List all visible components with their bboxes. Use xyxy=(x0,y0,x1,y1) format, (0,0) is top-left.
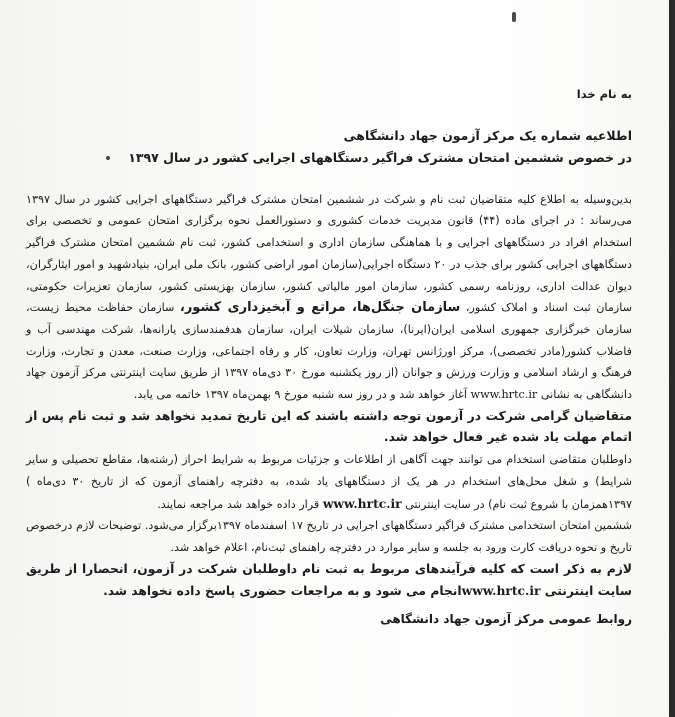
paragraph-booklet-info xyxy=(26,449,632,515)
paragraph-registration-part1: بدین‌وسیله به اطلاع کلیه متقاضیان ثبت نام و شرکت در ششمین امتحان مشترک فراگیر دستگاههای اجرایی کشور در سال ۱۳۹۷ می‌رساند : در اجرای ماده (۴۴) قانون مدیریت خدمات کشوری و دستورالعمل نحوه برگزاری امتحان عمومی و تخصصی برای استخدام افراد در دستگاههای اجرایی و با هماهنگی سازمان اداری و استخدامی کشور، ثبت نام ششمین امتحان مشترک فراگیر دستگاههای اجرایی کشور برای جذب در ۲۰ دستگاه اجرایی(سازمان امور اراضی کشور، بانک ملی ایران، بنیادشهید و امور ایثارگران، دیوان عدالت اداری، روزنامه رسمی کشور، سازمان امور مالیاتی کشور، سازمان بهزیستی کشور، سازمان تعزیرات حکومتی، سازمان ثبت اسناد و املاک کشور، xyxy=(26,192,633,315)
paragraph-registration xyxy=(26,189,632,406)
paragraph-registration-part3: آغاز خواهد شد و در روز سه شنبه مورخ ۹ بهمن‌ماه ۱۳۹۷ خاتمه می یابد. xyxy=(133,388,467,402)
website-link[interactable]: www.hrtc.ir xyxy=(470,388,538,402)
paragraph-online-part1: لازم به ذکر است که کلیه فرآیندهای مربوط به ثبت نام داوطلبان شرکت در آزمون، انحصارا از طریق سایت اینترنتی xyxy=(26,561,632,599)
paragraph-booklet-part2: قرار داده خواهد شد مراجعه نمایند. xyxy=(157,497,320,511)
paragraph-registration-part2: سازمان حفاظت محیط زیست، سازمان خبرگزاری جمهوری اسلامی ایران(ایرنا)، سازمان شیلات ایران، سازمان هدفمندسازی یارانه‌ها، شرکت مهندسی آب و فاضلاب کشور(مادر تخصصی)، مرکز اورژانس تهران، وزارت تعاون، کار و رفاه اجتماعی، وزارت صنعت، معدن و تجارت، وزارت فرهنگ و ارشاد اسلامی و وزارت ورزش و جوانان (از روز یکشنبه مورخ ۳۰ دی‌ماه ۱۳۹۷ از طریق سایت اینترنتی مرکز آزمون جهاد دانشگاهی به نشانی xyxy=(26,301,632,402)
announcement-document xyxy=(26,84,632,631)
paragraph-booklet-part1: داوطلبان متقاضی استخدام می توانند جهت آگاهی از اطلاعات و جزئیات مربوط به شرایط احراز (رشته‌ها، مقاطع تحصیلی و سایر شرایط) و شغل محل‌های استخدام در هر یک از دستگاههای یاد شده، به دفترچه راهنمای آزمون که از تاریخ ۳۰ دی‌ماه ) ۱۳۹۷همزمان با شروع ثبت نام) در سایت اینترنتی xyxy=(26,453,632,511)
paragraph-exam-date: ششمین امتحان استخدامی مشترک فراگیر دستگاههای اجرایی در تاریخ ۱۷ اسفندماه ۱۳۹۷برگزار می‌شود. توضیحات لازم درخصوص تاریخ و نحوه دریافت کارت ورود به جلسه و سایر موارد در دفترچه راهنمای ثبت‌نام، اعلام خواهد شد. xyxy=(26,519,632,554)
announcement-title: اطلاعیه شماره یک مرکز آزمون جهاد دانشگاهی xyxy=(343,127,632,143)
ink-mark xyxy=(512,12,516,22)
paragraph-online-part2: انجام می شود و به مراجعات حضوری پاسخ داده نخواهد شد. xyxy=(103,584,462,599)
basmala-heading: به نام خدا xyxy=(576,87,632,101)
highlighted-organization: سازمان جنگل‌ها، مراتع و آبخیزداری کشور، xyxy=(179,300,461,316)
signature-public-relations: روابط عمومی مرکز آزمون جهاد دانشگاهی xyxy=(380,612,632,627)
bullet-dot-icon xyxy=(106,156,110,160)
scan-edge xyxy=(669,0,675,717)
announcement-subtitle-text: در خصوص ششمین امتحان مشترک فراگیر دستگاههای اجرایی کشور در سال ۱۳۹۷ xyxy=(128,149,632,165)
paragraph-deadline-notice: متقاضیان گرامی شرکت در آزمون توجه داشته باشند که این تاریخ تمدید نخواهد شد و ثبت نام پس از اتمام مهلت یاد شده غیر فعال خواهد شد. xyxy=(26,408,632,445)
paragraph-online-only xyxy=(26,559,632,603)
website-link-2[interactable]: www.hrtc.ir xyxy=(322,495,402,511)
announcement-subtitle xyxy=(26,147,632,169)
website-link-3[interactable]: www.hrtc.ir xyxy=(461,583,541,599)
